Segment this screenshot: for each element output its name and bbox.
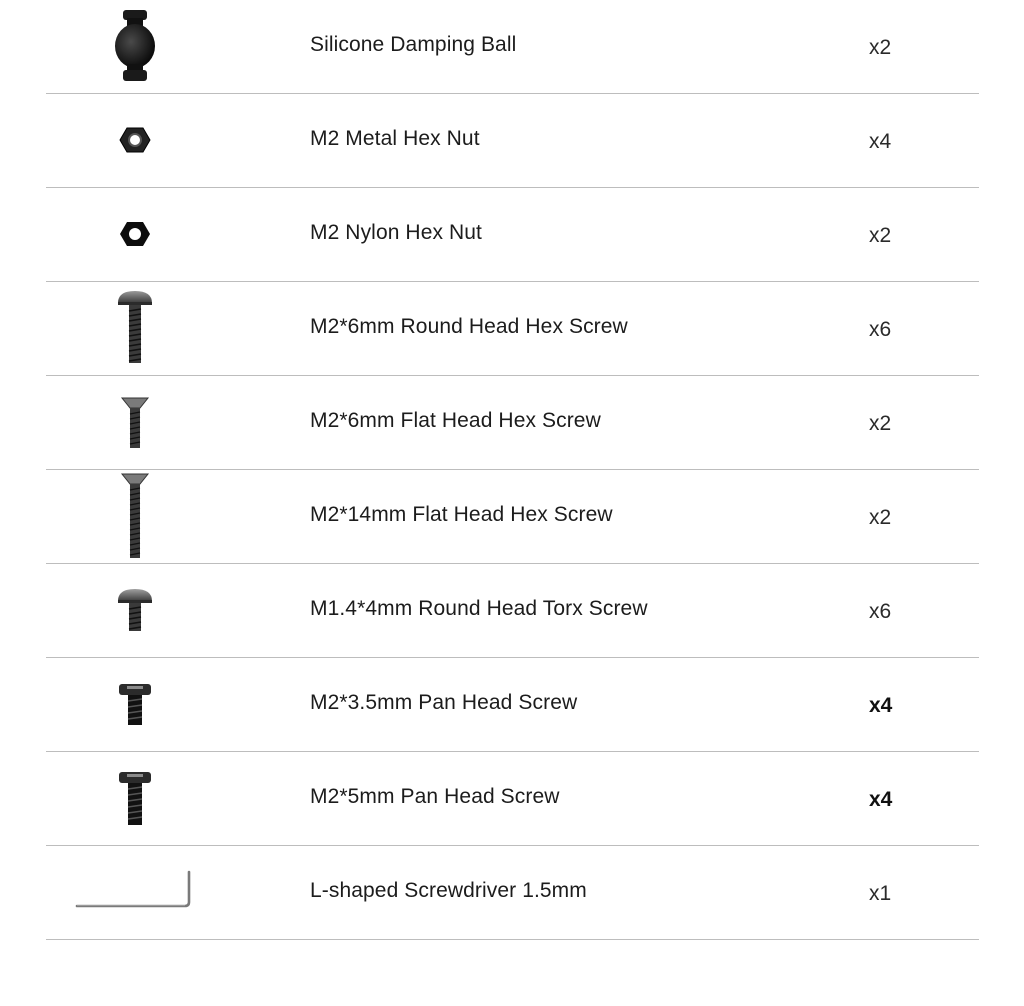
part-quantity: x2 [869,505,892,529]
part-name: M2*6mm Flat Head Hex Screw [310,408,601,432]
part-name: Silicone Damping Ball [310,32,517,56]
part-row [46,564,979,658]
part-name: L-shaped Screwdriver 1.5mm [310,878,587,902]
part-row [46,282,979,376]
parts-list [46,0,979,940]
nylon-hex-nut-icon [46,188,224,280]
part-name: M2 Metal Hex Nut [310,126,480,150]
part-quantity: x1 [869,881,892,905]
silicone-damping-ball-icon [46,0,224,92]
flat-head-hex-screw-long-icon [46,470,224,562]
part-name: M2*3.5mm Pan Head Screw [310,690,578,714]
metal-hex-nut-icon [46,94,224,186]
part-row [46,0,979,94]
pan-head-screw-long-icon [46,752,224,844]
part-row [46,752,979,846]
flat-head-hex-screw-short-icon [46,376,224,468]
part-row [46,188,979,282]
part-quantity: x2 [869,223,892,247]
round-head-torx-screw-icon [46,564,224,656]
part-row [46,846,979,940]
part-quantity: x2 [869,411,892,435]
part-quantity: x4 [869,129,892,153]
part-name: M2*5mm Pan Head Screw [310,784,560,808]
part-row [46,94,979,188]
part-name: M1.4*4mm Round Head Torx Screw [310,596,648,620]
part-name: M2 Nylon Hex Nut [310,220,482,244]
part-name: M2*14mm Flat Head Hex Screw [310,502,613,526]
part-quantity: x6 [869,317,892,341]
part-row [46,376,979,470]
part-quantity: x4 [869,693,893,717]
part-quantity: x2 [869,35,892,59]
part-row [46,658,979,752]
round-head-hex-screw-icon [46,282,224,374]
part-row [46,470,979,564]
l-shaped-screwdriver-icon [46,846,224,938]
part-name: M2*6mm Round Head Hex Screw [310,314,628,338]
part-quantity: x4 [869,787,893,811]
pan-head-screw-short-icon [46,658,224,750]
part-quantity: x6 [869,599,892,623]
